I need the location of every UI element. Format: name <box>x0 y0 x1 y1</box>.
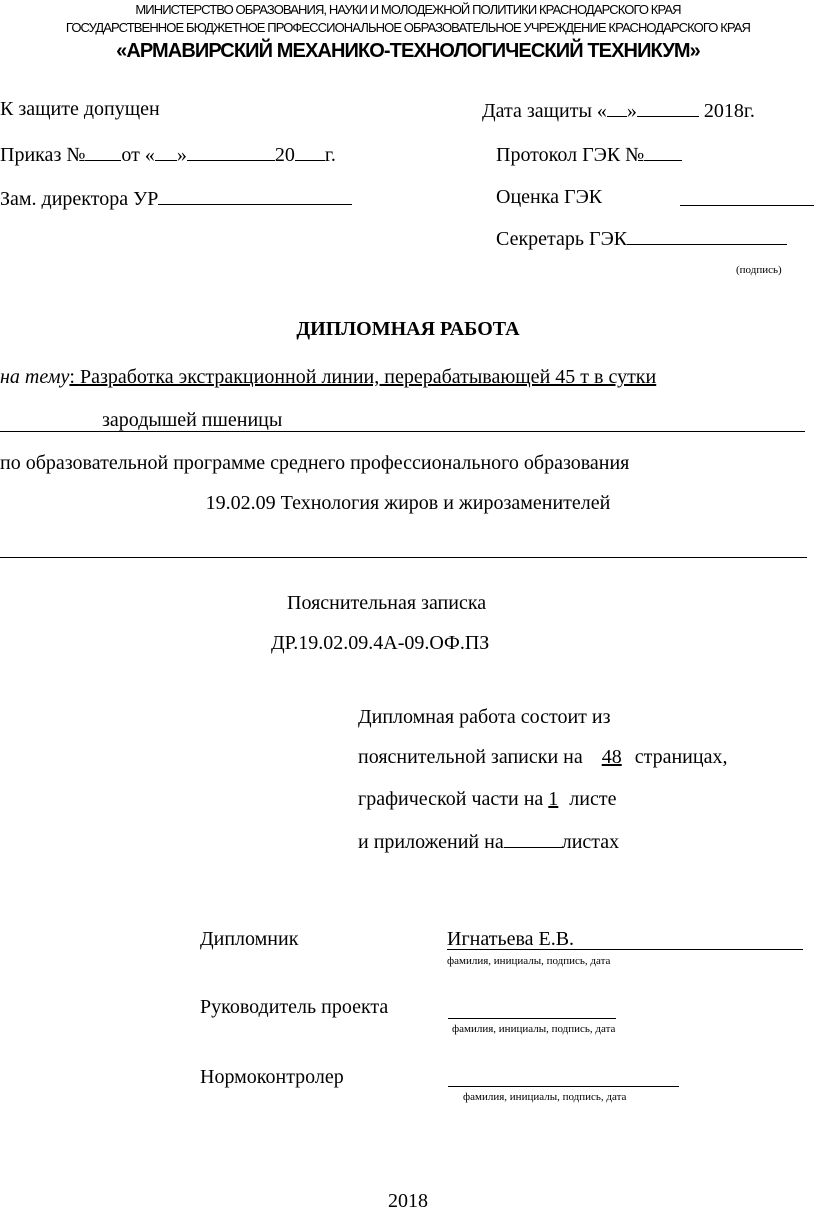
normcontrol-hint: фамилия, инициалы, подпись, дата <box>463 1091 627 1103</box>
defense-date-line <box>482 98 755 123</box>
defense-year: 2018г. <box>703 100 755 122</box>
program-line-2: 19.02.09 Технология жиров и жирозаменителей <box>205 492 611 514</box>
protocol-label: Протокол ГЭК № <box>496 144 645 166</box>
institution-type-header: ГОСУДАРСТВЕННОЕ БЮДЖЕТНОЕ ПРОФЕССИОНАЛЬНОЕ ОБРАЗОВАТЕЛЬНОЕ УЧРЕЖДЕНИЕ КРАСНОДАРСКОГО КРАЯ <box>65 20 751 35</box>
secretary-line <box>496 226 787 251</box>
order-from: от « <box>121 144 155 166</box>
secretary-signature-blank <box>627 226 787 245</box>
composition-sheets-suffix: листе <box>564 788 617 810</box>
topic-underline <box>0 431 805 432</box>
protocol-line <box>496 142 682 167</box>
graduate-label: Дипломник <box>200 928 299 950</box>
program-separator <box>0 557 807 558</box>
institution-name: «АРМАВИРСКИЙ МЕХАНИКО-ТЕХНОЛОГИЧЕСКИЙ ТЕХНИКУМ» <box>116 40 700 62</box>
defense-date-prefix: Дата защиты « <box>482 100 607 122</box>
order-number-blank <box>85 142 121 161</box>
order-month-blank <box>187 142 275 161</box>
supervisor-label: Руководитель проекта <box>200 996 389 1018</box>
composition-appendix-prefix: и приложений на <box>358 831 504 853</box>
defense-date-close: » <box>626 100 637 122</box>
graduate-signature-line <box>447 949 803 950</box>
composition-line-2 <box>358 746 727 769</box>
composition-line-4 <box>358 829 619 854</box>
graduate-name: Игнатьева Е.В. <box>447 928 575 950</box>
topic-text-2: зародышей пшеницы <box>102 409 283 431</box>
composition-line-1: Дипломная работа состоит из <box>358 706 611 728</box>
order-year-blank <box>295 142 325 161</box>
composition-appendix-suffix: листах <box>561 831 620 853</box>
order-day-blank <box>155 142 177 161</box>
admitted-label: К защите допущен <box>0 98 160 120</box>
secretary-label: Секретарь ГЭК <box>496 228 628 250</box>
order-close: » <box>176 144 187 166</box>
supervisor-signature-line <box>448 1018 616 1019</box>
topic-label: на тему <box>0 366 70 388</box>
composition-line-3 <box>358 788 616 811</box>
order-prefix: Приказ № <box>0 144 86 166</box>
composition-sheets: 1 <box>548 788 559 810</box>
topic-text-1: Разработка экстракционной линии, перерабатывающей 45 т в сутки <box>79 366 657 388</box>
normcontrol-signature-line <box>448 1086 679 1087</box>
protocol-number-blank <box>644 142 682 161</box>
composition-pages-prefix: пояснительной записки на <box>358 746 588 768</box>
order-year: 20 <box>274 144 295 166</box>
composition-pages: 48 <box>601 746 622 768</box>
defense-month-blank <box>637 98 699 117</box>
defense-day-blank <box>607 98 627 117</box>
normcontrol-label: Нормоконтролер <box>200 1066 344 1088</box>
note-title: Пояснительная записка <box>287 592 487 614</box>
grade-label: Оценка ГЭК <box>496 186 603 208</box>
graduate-hint: фамилия, инициалы, подпись, дата <box>447 955 611 967</box>
document-year: 2018 <box>388 1190 428 1212</box>
ministry-header: МИНИСТЕРСТВО ОБРАЗОВАНИЯ, НАУКИ И МОЛОДЕЖНОЙ ПОЛИТИКИ КРАСНОДАРСКОГО КРАЯ <box>135 2 681 17</box>
note-code: ДР.19.02.09.4А-09.ОФ.ПЗ <box>271 632 490 654</box>
deputy-label: Зам. директора УР <box>0 188 159 210</box>
topic-colon: : <box>69 366 80 388</box>
order-year-suffix: г. <box>324 144 336 166</box>
order-line <box>0 142 336 167</box>
program-line-1: по образовательной программе среднего профессионального образования <box>0 452 630 474</box>
deputy-signature-blank <box>158 186 352 205</box>
topic-line-1 <box>0 366 656 389</box>
signature-hint: (подпись) <box>736 264 782 276</box>
composition-appendix-blank <box>504 829 562 848</box>
document-title: ДИПЛОМНАЯ РАБОТА <box>296 318 520 340</box>
composition-pages-suffix: страницах, <box>629 746 728 768</box>
grade-blank <box>680 205 814 206</box>
composition-sheets-prefix: графической части на <box>358 788 549 810</box>
supervisor-hint: фамилия, инициалы, подпись, дата <box>452 1023 616 1035</box>
deputy-line <box>0 186 352 211</box>
